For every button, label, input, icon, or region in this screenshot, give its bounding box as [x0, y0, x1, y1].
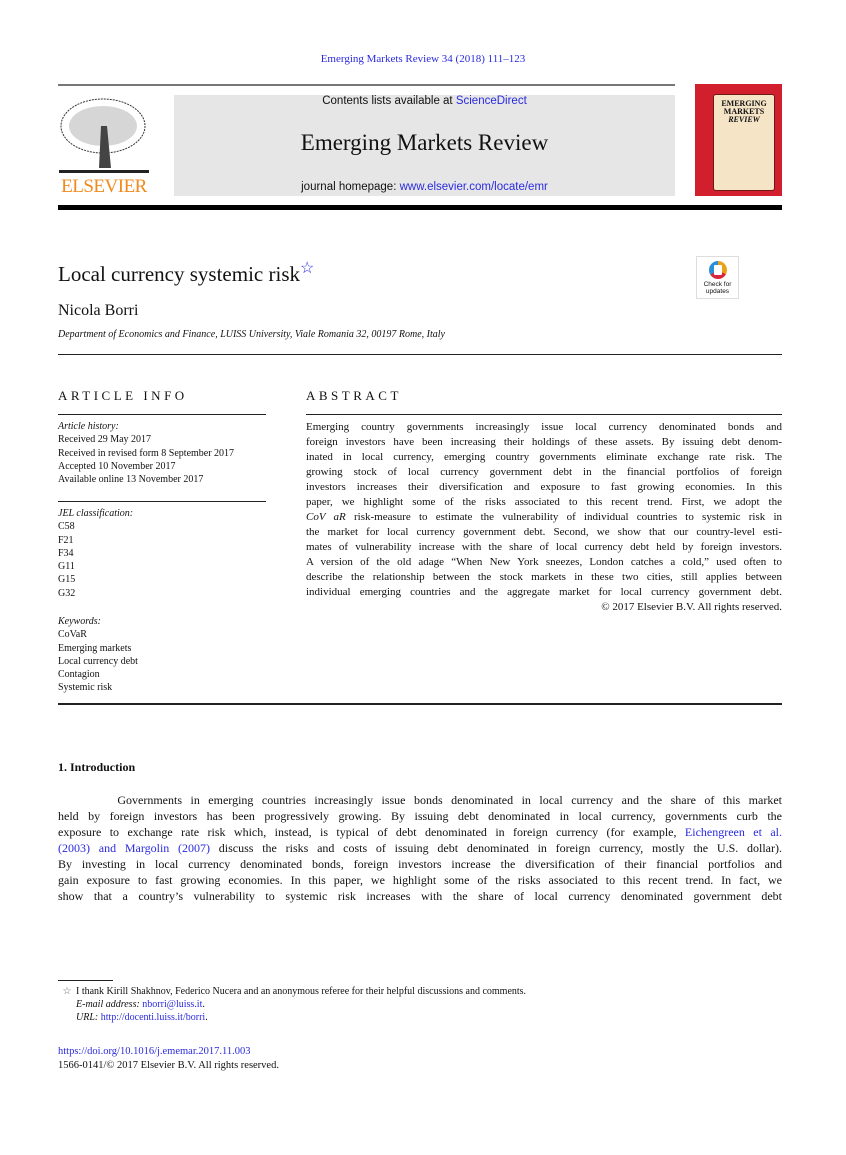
keyword: Contagion: [58, 669, 100, 681]
copyright-notice: © 2017 Elsevier B.V. All rights reserved.: [601, 601, 782, 613]
footnote: ☆ I thank Kirill Shakhnov, Federico Nucera and an anonymous referee for their helpful discussions and comments. E-mail address: nborri@luiss.it. URL: http://docenti.luiss.it/borri.: [58, 985, 526, 1024]
history-label: Article history:: [58, 421, 119, 432]
text-line: [58, 888, 782, 904]
check-for-updates-button[interactable]: [696, 256, 739, 299]
footnote-text: I thank Kirill Shakhnov, Federico Nucera and an anonymous referee for their helpful discussions and comments.: [76, 986, 527, 997]
line-text: individual emerging countries and the aggregate market for local currency government debt.: [306, 586, 782, 598]
line-text: inated in local currency, emerging country governments eliminate exchange rate risk. The: [306, 451, 782, 463]
elsevier-wordmark: ELSEVIER: [61, 176, 147, 197]
jel-label: JEL classification:: [58, 508, 134, 519]
divider: [58, 501, 266, 502]
email-label: E-mail address:: [76, 999, 143, 1010]
cover-line: MARKETS: [723, 107, 765, 116]
contents-prefix: Contents lists available at: [322, 95, 456, 107]
text-line: [306, 465, 782, 480]
homepage-line: [174, 181, 675, 193]
text-line: [58, 872, 782, 888]
title-footnote-star-icon[interactable]: ☆: [300, 260, 315, 277]
cover-line: REVIEW: [728, 115, 760, 124]
text-line: [306, 480, 782, 495]
elsevier-tree-icon: [57, 96, 151, 176]
text-line: [306, 435, 782, 450]
keyword: Emerging markets: [58, 642, 132, 654]
keyword: Systemic risk: [58, 682, 113, 694]
history-item: Received 29 May 2017: [58, 434, 152, 446]
line-text: investors increases their diversification and exposure to fast growing economies. In this: [306, 481, 782, 493]
text-line: [58, 824, 782, 840]
line-text: By investing in local currency denominated bonds, foreign investors increase the diversification of their financial portfolios and: [58, 857, 782, 871]
homepage-prefix: journal homepage:: [301, 181, 400, 193]
affiliation: Department of Economics and Finance, LUISS University, Viale Romania 32, 00197 Rome, Italy: [58, 329, 445, 340]
jel-code: G11: [58, 561, 75, 573]
line-text: describe the relationship between the stock markets in these two cities, still applies between: [306, 571, 782, 583]
elsevier-logo: [57, 96, 151, 196]
line-text: held by foreign investors has been progressively growing. By issuing debt denominated in local currency, governments curb the: [58, 809, 782, 823]
divider: [58, 414, 266, 415]
line-text: mates of vulnerability increase with the share of local currency debt held by foreign investors.: [306, 541, 782, 553]
text-line: [306, 510, 782, 525]
text-line: [58, 840, 782, 856]
header-divider: [58, 84, 675, 86]
text-line: [58, 792, 782, 808]
abstract-body: [306, 420, 782, 615]
doi-link[interactable]: https://doi.org/10.1016/j.ememar.2017.11.003: [58, 1046, 251, 1057]
text-line: [306, 570, 782, 585]
title-text: Local currency systemic risk: [58, 262, 300, 286]
history-item: Available online 13 November 2017: [58, 474, 204, 486]
text-line: [58, 808, 782, 824]
line-text: risk-measure to estimate the vulnerability of individual countries to systemic risk in: [345, 511, 782, 523]
footnote-rule: [58, 980, 113, 981]
journal-citation-link[interactable]: Emerging Markets Review 34 (2018) 111–123: [320, 53, 526, 65]
text-line: [306, 540, 782, 555]
author-name: Nicola Borri: [58, 302, 139, 319]
cover-label: [713, 94, 775, 191]
text-line: [58, 856, 782, 872]
history-item: Received in revised form 8 September 2017: [58, 447, 235, 459]
emphasis-text: CoV aR: [306, 511, 346, 523]
contents-line: [174, 95, 675, 107]
line-text: show that a country’s vulnerability to systemic risk increases with the share of local currency denominated government debt: [58, 889, 782, 903]
text-line: [306, 525, 782, 540]
line-text: growing stock of local currency government debt in the financial portfolios of foreign: [306, 466, 782, 478]
divider: [58, 354, 782, 355]
jel-classification: [58, 507, 266, 600]
introduction-heading: 1. Introduction: [58, 760, 136, 774]
article-history: [58, 420, 266, 486]
line-text: A version of the old adage “When New York sneezes, London catches a cold,” used often to: [306, 556, 782, 568]
jel-code: F34: [58, 547, 74, 559]
keyword: CoVaR: [58, 629, 87, 641]
line-text: paper, we highlight some of the risks associated to this recent trend. First, we adopt the: [306, 496, 782, 508]
journal-cover[interactable]: [695, 84, 782, 196]
line-text: Emerging country governments increasingly issue local currency denominated bonds and: [306, 421, 782, 433]
email-link[interactable]: nborri@luiss.it: [142, 999, 203, 1010]
article-title: [58, 258, 314, 287]
jel-code: C58: [58, 521, 75, 533]
line-text: Governments in emerging countries increasingly issue bonds denominated in local currency and the share of this market: [58, 793, 782, 807]
url-link[interactable]: http://docenti.luiss.it/borri: [100, 1012, 206, 1023]
homepage-link[interactable]: www.elsevier.com/locate/emr: [399, 181, 548, 193]
text-line: [306, 420, 782, 435]
check-label: Check for: [703, 281, 732, 288]
divider: [58, 703, 782, 705]
introduction-body: [58, 792, 782, 904]
check-label: updates: [705, 288, 730, 295]
line-text: foreign investors have been increasing their holdings of these assets. By issuing debt denom-: [306, 436, 782, 448]
abstract-heading: ABSTRACT: [306, 388, 402, 403]
line-text: gain exposure to fast growing economies. In this paper, we highlight some of the risks associated to this recent trend. In fact, we: [58, 873, 782, 887]
jel-code: G32: [58, 587, 76, 599]
line-text: the market for local currency government debt. Second, we show that our country-level esti-: [306, 526, 782, 538]
citation-link[interactable]: (2003) and Margolin (2007): [58, 841, 211, 855]
doi-block: [58, 1045, 279, 1073]
jel-code: G15: [58, 574, 76, 586]
history-item: Accepted 10 November 2017: [58, 460, 176, 472]
keywords-label: Keywords:: [58, 616, 101, 627]
issn-copyright: 1566-0141/© 2017 Elsevier B.V. All rights reserved.: [58, 1060, 279, 1071]
citation-link[interactable]: Eichengreen et al.: [684, 825, 782, 839]
url-label: URL:: [76, 1012, 101, 1023]
line-text: exposure to exchange rate risk which, instead, is typical of debt denominated in foreign currency (for example,: [58, 825, 685, 839]
keywords: [58, 615, 266, 695]
bookmark-icon: [709, 261, 727, 279]
cover-line: EMERGING: [721, 99, 767, 108]
line-text: discuss the risks and costs of issuing debt denominated in foreign currency, mostly the U.S. dollar).: [210, 841, 782, 855]
jel-code: F21: [58, 534, 74, 546]
divider: [306, 414, 782, 415]
text-line: [306, 450, 782, 465]
journal-title: Emerging Markets Review: [300, 130, 549, 155]
article-info-heading: ARTICLE INFO: [58, 388, 188, 403]
sciencedirect-link[interactable]: ScienceDirect: [455, 95, 527, 107]
text-line: [306, 555, 782, 570]
text-line: [306, 495, 782, 510]
header-rule: [58, 205, 782, 210]
text-line: [306, 585, 782, 600]
footnote-star-icon: ☆: [62, 986, 72, 997]
keyword: Local currency debt: [58, 655, 138, 667]
